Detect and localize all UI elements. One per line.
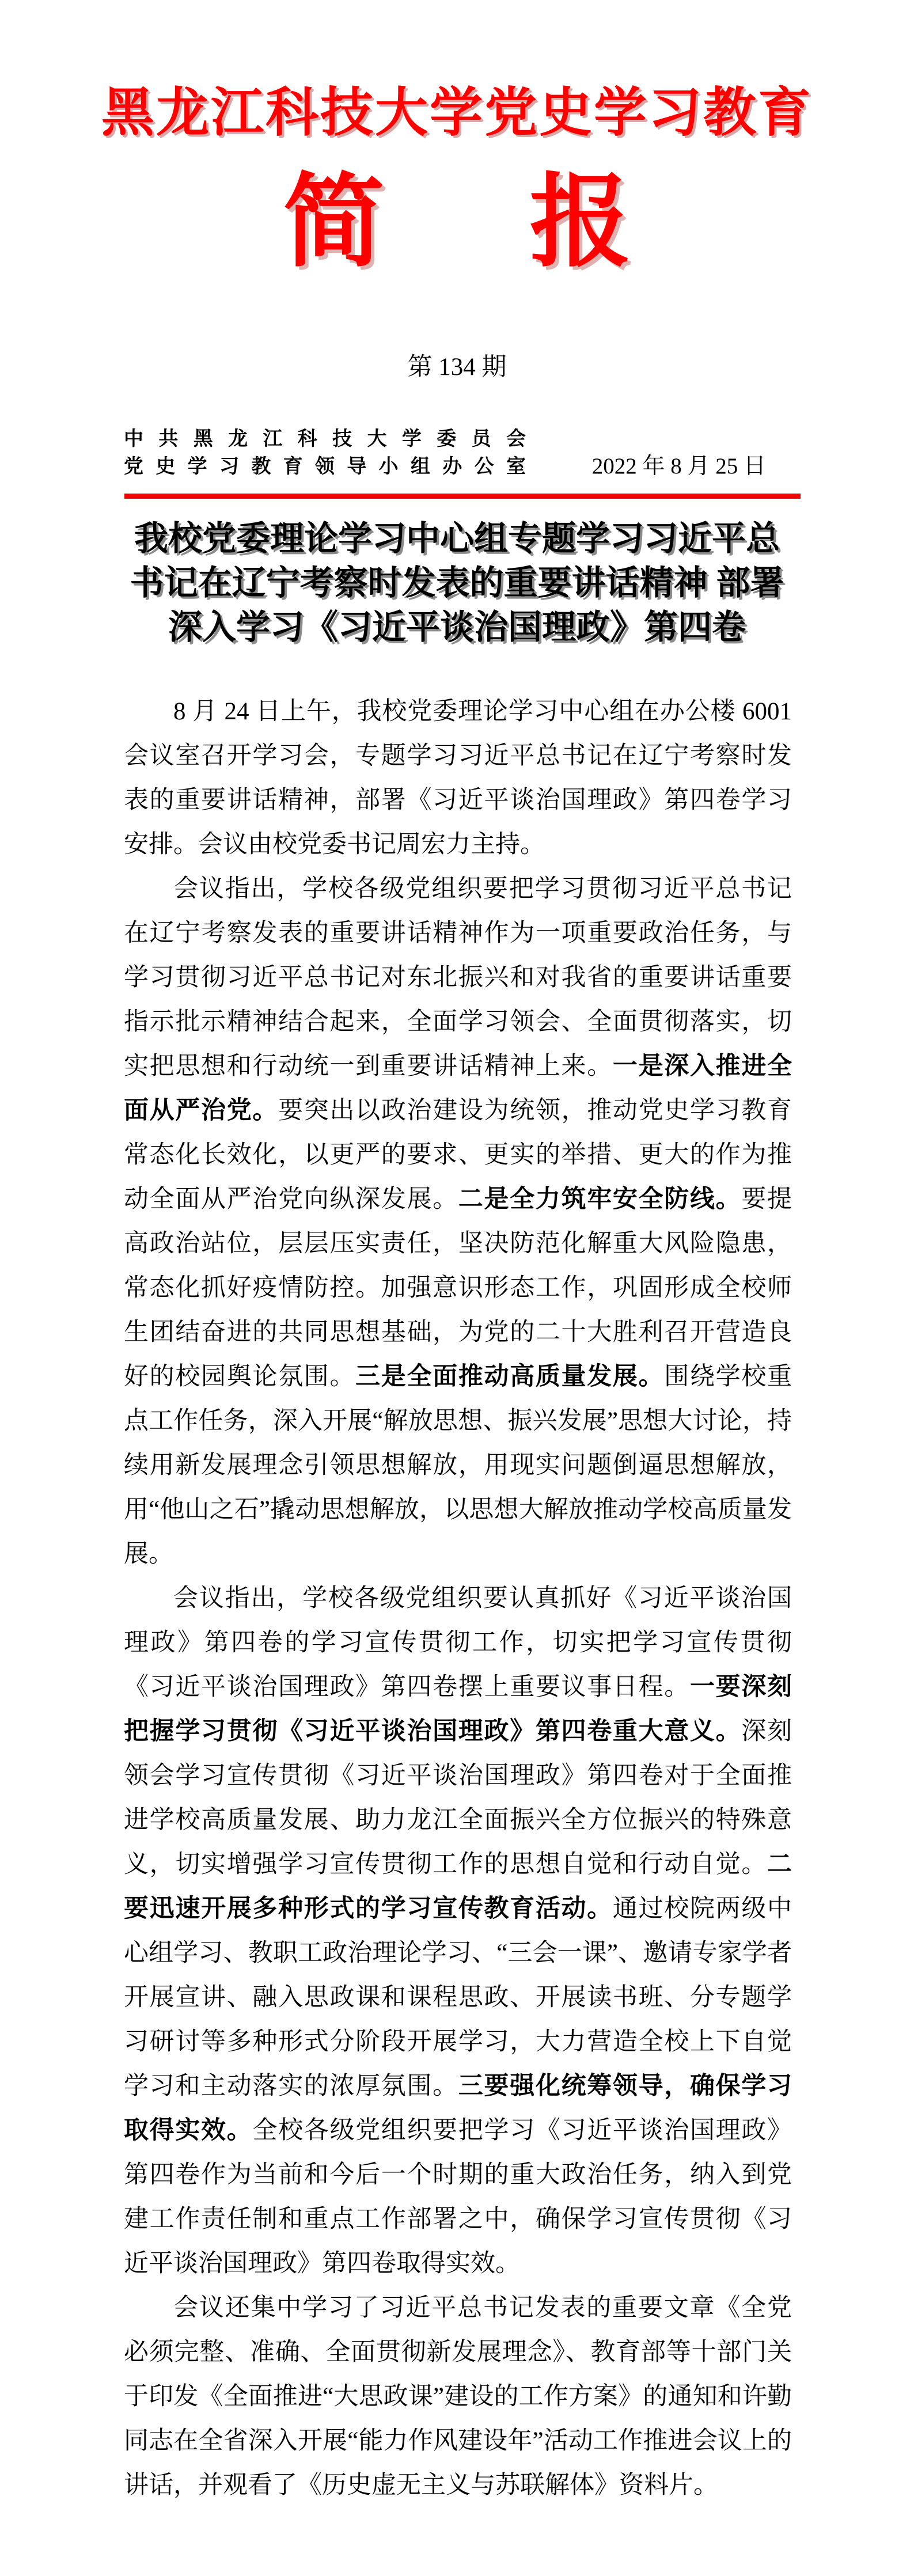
text-segment: 要突出以政治建设为统领，推动党史学习教育常态化长效化，以更严的要求、更实的举措、更大的作为推动全面从严治党向纵深发展。: [124, 1097, 792, 1213]
text-segment-bold: 三要强化统筹领导，确保学习取得实效。: [124, 2073, 792, 2144]
publisher-block: [124, 425, 526, 480]
text-segment-bold: 二是全力筑牢安全防线。: [458, 1186, 742, 1213]
article-title-line-1: 我校党委理论学习中心组专题学习习近平总: [134, 519, 780, 557]
text-segment: 会议指出，学校各级党组织要把学习贯彻习近平总书记在辽宁考察发表的重要讲话精神作为一项重要政治任务，与学习贯彻习近平总书记对东北振兴和对我省的重要讲话重要指示批示精神结合起来，全面学习领会、全面贯彻落实，切实把思想和行动统一到重要讲话精神上来。: [124, 875, 792, 1080]
text-segment-bold: 一是深入推进全面从严治党。: [124, 1053, 792, 1124]
article-title: [0, 517, 914, 650]
text-segment: 通过校院两级中心组学习、教职工政治理论学习、“三会一课”、邀请专家学者开展宣讲、融入思政课和课程思政、开展读书班、分专题学习研讨等多种形式分阶段开展学习，大力营造全校上下自觉学习和主动落实的浓厚氛围。: [124, 1895, 792, 2100]
article-body: [124, 689, 792, 2507]
text-segment-bold: 二要迅速开展多种形式的学习宣传教育活动。: [124, 1851, 792, 1922]
bulletin-name-char-2: 报: [529, 166, 631, 279]
issue-date: 2022 年 8 月 25 日: [591, 454, 766, 479]
article-title-line-3: 深入学习《习近平谈治国理政》第四卷: [168, 608, 746, 646]
text-segment-bold: 一要深刻把握学习贯彻《习近平谈治国理政》第四卷重大意义。: [124, 1674, 792, 1745]
bulletin-name-char-1: 简: [283, 166, 385, 279]
text-segment: 要提高政治站位，层层压实责任，坚决防范化解重大风险隐患，常态化抓好疫情防控。加强意识形态工作，巩固形成全校师生团结奋进的共同思想基础，为党的二十大胜利召开营造良好的校园舆论氛围。: [124, 1186, 792, 1390]
text-segment: 深刻领会学习宣传贯彻《习近平谈治国理政》第四卷对于全面推进学校高质量发展、助力龙江全面振兴全方位振兴的特殊意义，切实增强学习宣传贯彻工作的思想自觉和行动自觉。: [124, 1718, 792, 1878]
text-segment: 围绕学校重点工作任务，深入开展“解放思想、振兴发展”思想大讨论，持续用新发展理念引领思想解放，用现实问题倒逼思想解放，用“他山之石”撬动思想解放，以思想大解放推动学校高质量发展。: [124, 1363, 792, 1568]
article-title-line-2: 书记在辽宁考察时发表的重要讲话精神 部署: [130, 564, 784, 602]
text-segment-bold: 三是全面推动高质量发展。: [355, 1363, 665, 1390]
publisher-date-row: [124, 425, 792, 480]
paragraph-1: [124, 689, 792, 867]
bulletin-name: [0, 166, 914, 279]
paragraph-2: [124, 867, 792, 1576]
masthead-divider-rule: [124, 494, 801, 499]
text-segment: 全校各级党组织要把学习《习近平谈治国理政》第四卷作为当前和今后一个时期的重大政治任务，纳入到党建工作责任制和重点工作部署之中，确保学习宣传贯彻《习近平谈治国理政》第四卷取得实效。: [124, 2117, 792, 2277]
paragraph-4: [124, 2286, 792, 2507]
issue-number: 第 134 期: [407, 354, 507, 381]
masthead-org-title: 黑龙江科技大学党史学习教育: [101, 84, 813, 142]
publisher-line-2: 党 史 学 习 教 育 领 导 小 组 办 公 室: [124, 456, 526, 477]
text-segment: 会议指出，学校各级党组织要认真抓好《习近平谈治国理政》第四卷的学习宣传贯彻工作，切实把学习宣传贯彻《习近平谈治国理政》第四卷摆上重要议事日程。: [124, 1585, 792, 1701]
text-segment: 8 月 24 日上午，我校党委理论学习中心组在办公楼 6001 会议室召开学习会，专题学习习近平总书记在辽宁考察时发表的重要讲话精神，部署《习近平谈治国理政》第四卷学习安排。会议由校党委书记周宏力主持。: [124, 698, 792, 858]
text-segment: 会议还集中学习了习近平总书记发表的重要文章《全党必须完整、准确、全面贯彻新发展理念》、教育部等十部门关于印发《全面推进“大思政课”建设的工作方案》的通知和许勤同志在全省深入开展“能力作风建设年”活动工作推进会议上的讲话，并观看了《历史虚无主义与苏联解体》资料片。: [124, 2294, 792, 2499]
publisher-line-1: 中 共 黑 龙 江 科 技 大 学 委 员 会: [124, 428, 526, 450]
paragraph-3: [124, 1576, 792, 2286]
